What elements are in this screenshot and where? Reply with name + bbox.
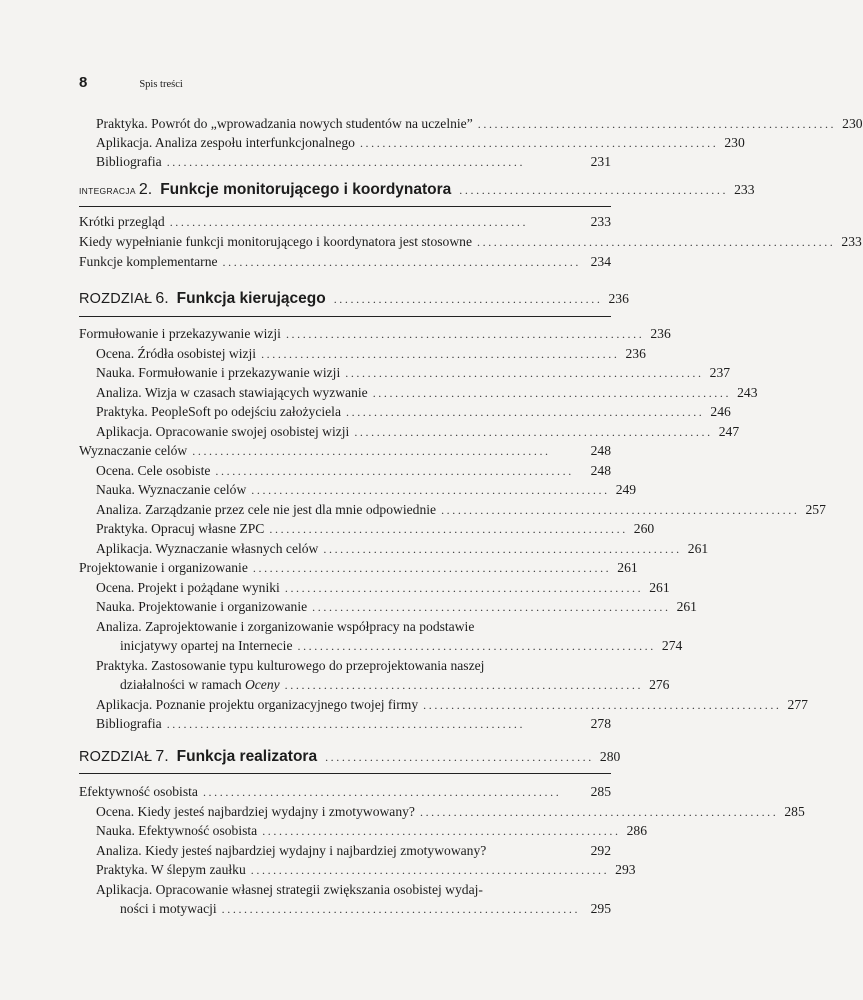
heading-rule — [79, 316, 611, 317]
toc-entry[interactable]: inicjatywy opartej na Internecie ................................................................ 274 — [120, 638, 683, 653]
toc-entry[interactable]: Nauka. Projektowanie i organizowanie ................................................................ 261 — [96, 599, 697, 614]
toc-entry[interactable]: Praktyka. Opracuj własne ZPC ................................................................ 260 — [96, 521, 655, 536]
toc-entry[interactable]: Praktyka. W ślepym zaułku ................................................................ 293 — [96, 862, 636, 877]
toc-entry[interactable]: Nauka. Wyznaczanie celów ................................................................ 249 — [96, 482, 637, 497]
toc-entry[interactable]: Aplikacja. Poznanie projektu organizacyjnego twojej firmy ................................................................ 277 — [96, 697, 808, 712]
heading-rule — [79, 773, 611, 774]
toc-entry[interactable]: Aplikacja. Opracowanie swojej osobistej wizji ................................................................ 247 — [96, 424, 740, 439]
toc-entry[interactable]: Krótki przegląd ................................................................ 233 — [79, 214, 611, 229]
toc-entry[interactable]: Analiza. Kiedy jesteś najbardziej wydajny i najbardziej zmotywowany? 292 — [96, 843, 611, 858]
toc-entry[interactable]: działalności w ramach Oceny ................................................................ 276 — [120, 677, 670, 692]
toc-entry[interactable]: Funkcje komplementarne ................................................................ 234 — [79, 254, 611, 269]
heading-rule — [79, 206, 611, 207]
toc-entry[interactable]: Aplikacja. Wyznaczanie własnych celów ................................................................ 261 — [96, 541, 709, 556]
chapter-heading[interactable]: ROZDZIAŁ 6. Funkcja kierującego ................................................ 236 — [79, 290, 629, 307]
chapter-heading[interactable]: ROZDZIAŁ 7. Funkcja realizatora ................................................ 280 — [79, 748, 621, 765]
toc-entry[interactable]: Analiza. Wizja w czasach stawiających wyzwanie ................................................................ 243 — [96, 385, 758, 400]
page-number: 8 — [79, 74, 88, 91]
toc-entry-line1[interactable]: Aplikacja. Opracowanie własnej strategii zwiększania osobistej wydaj- — [96, 882, 483, 897]
toc-entry[interactable]: Praktyka. Powrót do „wprowadzania nowych studentów na uczelnie” ................................................................ 230 — [96, 116, 863, 131]
toc-entry[interactable]: Ocena. Kiedy jesteś najbardziej wydajny i zmotywowany? ................................................................ 285 — [96, 804, 805, 819]
toc-entry[interactable]: Aplikacja. Analiza zespołu interfunkcjonalnego ................................................................ 230 — [96, 135, 745, 150]
toc-entry[interactable]: Ocena. Źródła osobistej wizji ................................................................ 236 — [96, 346, 646, 361]
toc-entry[interactable]: Bibliografia ................................................................ 231 — [96, 154, 611, 169]
running-title: Spis treści — [139, 79, 183, 90]
toc-entry[interactable]: Efektywność osobista ................................................................ 285 — [79, 784, 611, 799]
toc-entry[interactable]: Projektowanie i organizowanie ................................................................ 261 — [79, 560, 638, 575]
toc-entry[interactable]: Ocena. Cele osobiste ................................................................ 248 — [96, 463, 611, 478]
toc-entry[interactable]: Formułowanie i przekazywanie wizji ................................................................ 236 — [79, 326, 671, 341]
toc-entry[interactable]: Praktyka. PeopleSoft po odejściu założyciela ................................................................ 246 — [96, 404, 731, 419]
page-header — [79, 74, 183, 94]
toc-entry[interactable]: Bibliografia ................................................................ 278 — [96, 716, 611, 731]
toc-entry[interactable]: ności i motywacji ................................................................ 295 — [120, 901, 611, 916]
toc-entry[interactable]: Nauka. Formułowanie i przekazywanie wizji ................................................................ 237 — [96, 365, 731, 380]
toc-entry[interactable]: Nauka. Efektywność osobista ................................................................ 286 — [96, 823, 647, 838]
toc-entry-line1[interactable]: Praktyka. Zastosowanie typu kulturowego do przeprojektowania naszej — [96, 658, 485, 673]
toc-entry[interactable]: Analiza. Zarządzanie przez cele nie jest dla mnie odpowiednie ................................................................ 257 — [96, 502, 826, 517]
toc-entry[interactable]: Wyznaczanie celów ................................................................ 248 — [79, 443, 611, 458]
toc-entry-line1[interactable]: Analiza. Zaprojektowanie i zorganizowanie współpracy na podstawie — [96, 619, 475, 634]
toc-entry[interactable]: Kiedy wypełnianie funkcji monitorującego i koordynatora jest stosowne ................................................................ 233 — [79, 234, 862, 249]
integration-heading[interactable]: INTEGRACJA 2. Funkcje monitorującego i koordynatora ................................................ 233 — [79, 181, 755, 198]
toc-entry[interactable]: Ocena. Projekt i pożądane wyniki ................................................................ 261 — [96, 580, 670, 595]
